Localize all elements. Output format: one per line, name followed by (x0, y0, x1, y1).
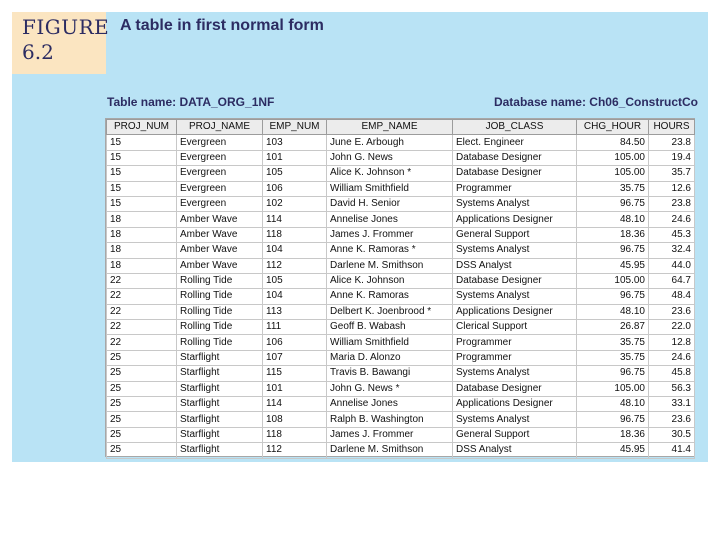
table-cell-hours: 22.0 (649, 320, 695, 335)
column-header-chg-hour: CHG_HOUR (577, 120, 649, 135)
figure-badge (12, 12, 110, 74)
figure-number: 6.2 (22, 40, 54, 64)
table-cell-hours: 35.7 (649, 166, 695, 181)
table-row (107, 412, 695, 427)
table-cell-proj-num: 25 (107, 350, 177, 365)
table-cell-hours: 32.4 (649, 243, 695, 258)
table-cell-job-class: Systems Analyst (453, 243, 577, 258)
table-cell-chg-hour: 45.95 (577, 443, 649, 458)
table-row (107, 350, 695, 365)
table-cell-chg-hour: 96.75 (577, 196, 649, 211)
table-cell-emp-name: Alice K. Johnson (327, 273, 453, 288)
table-cell-job-class: Systems Analyst (453, 412, 577, 427)
table-cell-proj-num: 25 (107, 381, 177, 396)
table-cell-emp-name: William Smithfield (327, 335, 453, 350)
table-cell-proj-num: 15 (107, 135, 177, 150)
table-cell-job-class: Elect. Engineer (453, 135, 577, 150)
table-cell-chg-hour: 48.10 (577, 212, 649, 227)
table-cell-proj-name: Amber Wave (177, 243, 263, 258)
table-cell-proj-name: Amber Wave (177, 212, 263, 227)
column-header-emp-name: EMP_NAME (327, 120, 453, 135)
table-cell-job-class: DSS Analyst (453, 258, 577, 273)
table-cell-hours: 41.4 (649, 443, 695, 458)
table-cell-proj-name: Starflight (177, 381, 263, 396)
table-cell-proj-num: 22 (107, 289, 177, 304)
table-cell-emp-num: 103 (263, 135, 327, 150)
table-cell-job-class: Programmer (453, 335, 577, 350)
table-cell-proj-name: Starflight (177, 427, 263, 442)
table-cell-chg-hour: 35.75 (577, 335, 649, 350)
table-cell-proj-num: 18 (107, 243, 177, 258)
table-cell-chg-hour: 18.36 (577, 427, 649, 442)
table-cell-hours: 45.3 (649, 227, 695, 242)
table-cell-proj-name: Rolling Tide (177, 335, 263, 350)
table-cell-hours: 23.6 (649, 412, 695, 427)
table-row (107, 196, 695, 211)
table-cell-hours: 45.8 (649, 366, 695, 381)
table-row (107, 227, 695, 242)
column-header-job-class: JOB_CLASS (453, 120, 577, 135)
table-cell-job-class: DSS Analyst (453, 443, 577, 458)
table-cell-proj-num: 15 (107, 196, 177, 211)
table-cell-job-class: Database Designer (453, 381, 577, 396)
table-cell-job-class: Database Designer (453, 150, 577, 165)
table-cell-proj-num: 15 (107, 150, 177, 165)
table-cell-emp-name: James J. Frommer (327, 427, 453, 442)
table-row (107, 304, 695, 319)
table-cell-hours: 19.4 (649, 150, 695, 165)
table-cell-emp-num: 101 (263, 381, 327, 396)
table-cell-emp-name: Annelise Jones (327, 397, 453, 412)
table-row (107, 381, 695, 396)
table-cell-proj-num: 22 (107, 304, 177, 319)
table-cell-emp-name: Alice K. Johnson * (327, 166, 453, 181)
table-cell-emp-num: 118 (263, 427, 327, 442)
table-cell-emp-name: Travis B. Bawangi (327, 366, 453, 381)
table-row (107, 150, 695, 165)
table-cell-proj-name: Evergreen (177, 181, 263, 196)
table-cell-hours: 23.8 (649, 196, 695, 211)
table-cell-job-class: Database Designer (453, 166, 577, 181)
table-cell-proj-num: 15 (107, 166, 177, 181)
table-cell-hours: 56.3 (649, 381, 695, 396)
table-cell-proj-name: Evergreen (177, 150, 263, 165)
table-cell-emp-name: John G. News (327, 150, 453, 165)
table-cell-proj-num: 15 (107, 181, 177, 196)
table-cell-emp-num: 112 (263, 258, 327, 273)
table-cell-chg-hour: 105.00 (577, 381, 649, 396)
table-cell-proj-name: Evergreen (177, 135, 263, 150)
table-cell-emp-name: Darlene M. Smithson (327, 443, 453, 458)
table-cell-proj-num: 22 (107, 335, 177, 350)
table-cell-hours: 30.5 (649, 427, 695, 442)
table-cell-emp-name: Maria D. Alonzo (327, 350, 453, 365)
table-cell-job-class: Applications Designer (453, 304, 577, 319)
table-cell-emp-name: James J. Frommer (327, 227, 453, 242)
table-row (107, 181, 695, 196)
table-cell-job-class: Systems Analyst (453, 289, 577, 304)
table-cell-proj-name: Starflight (177, 443, 263, 458)
table-header-row (107, 120, 695, 135)
table-cell-chg-hour: 48.10 (577, 304, 649, 319)
slide-background (12, 12, 708, 462)
table-body (107, 135, 695, 458)
table-cell-hours: 12.8 (649, 335, 695, 350)
table-cell-proj-num: 22 (107, 273, 177, 288)
table-cell-job-class: Programmer (453, 181, 577, 196)
table-cell-proj-name: Rolling Tide (177, 273, 263, 288)
table-cell-emp-num: 108 (263, 412, 327, 427)
table-cell-proj-num: 25 (107, 443, 177, 458)
table-cell-emp-name: June E. Arbough (327, 135, 453, 150)
table-cell-chg-hour: 105.00 (577, 150, 649, 165)
table-cell-proj-num: 25 (107, 366, 177, 381)
table-cell-job-class: Applications Designer (453, 397, 577, 412)
table-cell-chg-hour: 105.00 (577, 273, 649, 288)
table-cell-proj-name: Starflight (177, 412, 263, 427)
table-cell-proj-num: 18 (107, 227, 177, 242)
table-cell-proj-name: Amber Wave (177, 258, 263, 273)
table-cell-proj-num: 25 (107, 397, 177, 412)
table-row (107, 320, 695, 335)
table-cell-chg-hour: 96.75 (577, 289, 649, 304)
table-cell-hours: 23.8 (649, 135, 695, 150)
table-cell-hours: 12.6 (649, 181, 695, 196)
table-cell-emp-name: William Smithfield (327, 181, 453, 196)
table-cell-hours: 23.6 (649, 304, 695, 319)
table-cell-emp-num: 114 (263, 397, 327, 412)
table-cell-job-class: General Support (453, 427, 577, 442)
table-cell-proj-name: Evergreen (177, 196, 263, 211)
table-row (107, 212, 695, 227)
table-cell-proj-name: Rolling Tide (177, 289, 263, 304)
data-table (106, 119, 695, 459)
table-cell-hours: 24.6 (649, 212, 695, 227)
table-cell-emp-name: John G. News * (327, 381, 453, 396)
table-cell-proj-name: Rolling Tide (177, 320, 263, 335)
table-cell-emp-num: 111 (263, 320, 327, 335)
figure-label: FIGURE (22, 15, 110, 39)
table-cell-chg-hour: 105.00 (577, 166, 649, 181)
table-cell-proj-name: Evergreen (177, 166, 263, 181)
table-cell-chg-hour: 18.36 (577, 227, 649, 242)
table-cell-chg-hour: 35.75 (577, 181, 649, 196)
table-cell-emp-num: 104 (263, 289, 327, 304)
table-cell-emp-num: 112 (263, 443, 327, 458)
table-cell-proj-name: Starflight (177, 366, 263, 381)
table-cell-chg-hour: 96.75 (577, 243, 649, 258)
table-cell-job-class: Database Designer (453, 273, 577, 288)
table-cell-job-class: General Support (453, 227, 577, 242)
column-header-emp-num: EMP_NUM (263, 120, 327, 135)
table-row (107, 289, 695, 304)
table-row (107, 443, 695, 458)
table-row (107, 366, 695, 381)
table-cell-chg-hour: 26.87 (577, 320, 649, 335)
table-cell-emp-num: 106 (263, 335, 327, 350)
column-header-proj-num: PROJ_NUM (107, 120, 177, 135)
figure-title: A table in first normal form (120, 17, 324, 34)
table-cell-emp-num: 105 (263, 166, 327, 181)
data-table-panel (105, 118, 695, 457)
table-cell-emp-num: 102 (263, 196, 327, 211)
table-cell-emp-num: 114 (263, 212, 327, 227)
table-cell-job-class: Clerical Support (453, 320, 577, 335)
table-name-label: Table name: DATA_ORG_1NF (107, 95, 275, 109)
table-cell-proj-num: 25 (107, 412, 177, 427)
table-cell-emp-num: 101 (263, 150, 327, 165)
table-row (107, 273, 695, 288)
table-cell-chg-hour: 84.50 (577, 135, 649, 150)
table-cell-emp-num: 115 (263, 366, 327, 381)
table-cell-hours: 64.7 (649, 273, 695, 288)
table-cell-emp-name: Delbert K. Joenbrood * (327, 304, 453, 319)
table-cell-proj-num: 18 (107, 212, 177, 227)
column-header-hours: HOURS (649, 120, 695, 135)
table-cell-emp-name: Geoff B. Wabash (327, 320, 453, 335)
table-cell-proj-name: Starflight (177, 397, 263, 412)
table-cell-hours: 48.4 (649, 289, 695, 304)
table-cell-hours: 44.0 (649, 258, 695, 273)
table-cell-job-class: Systems Analyst (453, 366, 577, 381)
table-cell-emp-name: Ralph B. Washington (327, 412, 453, 427)
table-cell-emp-num: 104 (263, 243, 327, 258)
table-cell-emp-name: Annelise Jones (327, 212, 453, 227)
table-cell-hours: 24.6 (649, 350, 695, 365)
database-name-label: Database name: Ch06_ConstructCo (493, 95, 698, 109)
table-cell-chg-hour: 96.75 (577, 412, 649, 427)
table-cell-emp-name: Anne K. Ramoras * (327, 243, 453, 258)
table-cell-emp-name: David H. Senior (327, 196, 453, 211)
table-cell-hours: 33.1 (649, 397, 695, 412)
table-cell-emp-num: 113 (263, 304, 327, 319)
table-cell-job-class: Systems Analyst (453, 196, 577, 211)
table-row (107, 335, 695, 350)
table-cell-chg-hour: 48.10 (577, 397, 649, 412)
table-cell-proj-num: 22 (107, 320, 177, 335)
table-cell-emp-name: Anne K. Ramoras (327, 289, 453, 304)
table-cell-emp-name: Darlene M. Smithson (327, 258, 453, 273)
column-header-proj-name: PROJ_NAME (177, 120, 263, 135)
table-cell-emp-num: 107 (263, 350, 327, 365)
table-cell-job-class: Programmer (453, 350, 577, 365)
table-cell-chg-hour: 35.75 (577, 350, 649, 365)
table-cell-emp-num: 106 (263, 181, 327, 196)
table-row (107, 427, 695, 442)
table-row (107, 397, 695, 412)
table-cell-proj-num: 25 (107, 427, 177, 442)
table-cell-chg-hour: 96.75 (577, 366, 649, 381)
table-cell-emp-num: 118 (263, 227, 327, 242)
table-cell-chg-hour: 45.95 (577, 258, 649, 273)
table-cell-emp-num: 105 (263, 273, 327, 288)
table-row (107, 166, 695, 181)
table-row (107, 258, 695, 273)
table-cell-proj-num: 18 (107, 258, 177, 273)
table-cell-job-class: Applications Designer (453, 212, 577, 227)
table-row (107, 243, 695, 258)
table-row (107, 135, 695, 150)
table-cell-proj-name: Amber Wave (177, 227, 263, 242)
table-cell-proj-name: Starflight (177, 350, 263, 365)
table-cell-proj-name: Rolling Tide (177, 304, 263, 319)
